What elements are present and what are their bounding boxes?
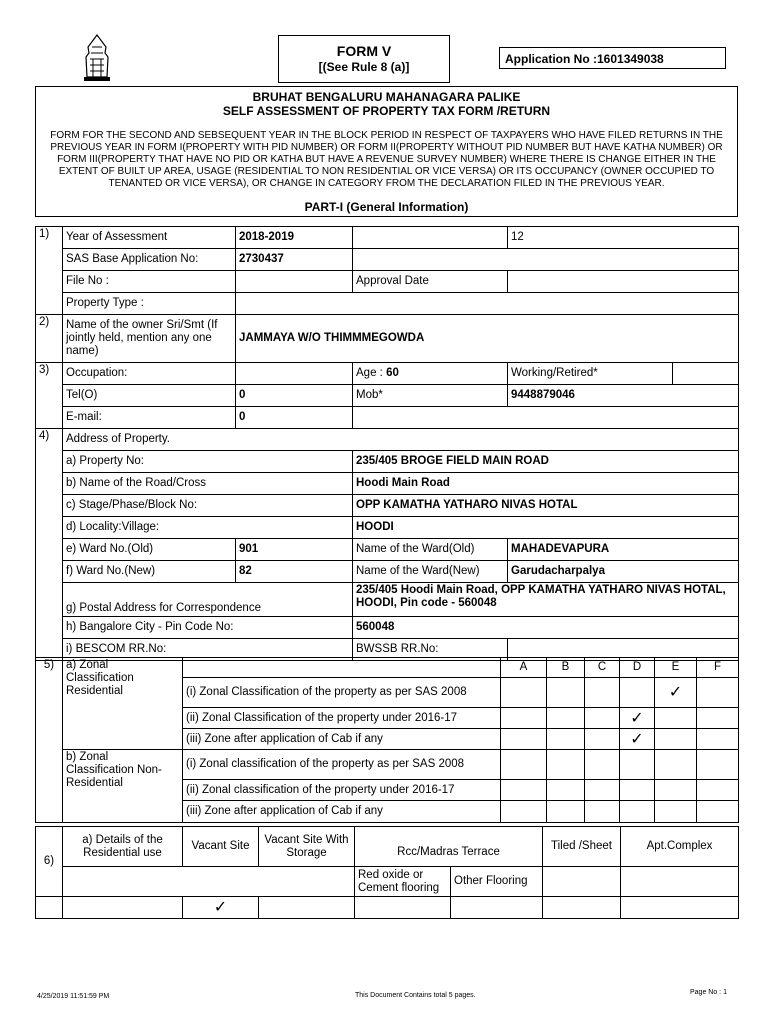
locality-label: d) Locality:Village:	[63, 517, 353, 539]
col-c: C	[585, 658, 620, 678]
form-name: SELF ASSESSMENT OF PROPERTY TAX FORM /RETURN	[222, 104, 551, 118]
zonal-res-r2: (ii) Zonal Classification of the property under 2016-17	[183, 708, 501, 729]
file-label: File No :	[63, 271, 236, 293]
col-e: E	[655, 658, 697, 678]
org-name: BRUHAT BENGALURU MAHANAGARA PALIKE	[252, 90, 521, 104]
vacant-site: Vacant Site	[183, 827, 259, 867]
prop-no-value: 235/405 BROGE FIELD MAIN ROAD	[353, 451, 739, 473]
zonal-nonres-r3: (iii) Zone after application of Cab if any	[183, 801, 501, 823]
application-number: Application No :1601349038	[499, 47, 726, 69]
check-mark-icon: ✓	[620, 708, 655, 729]
col-b: B	[547, 658, 585, 678]
age-label: Age :	[356, 367, 383, 379]
road-value: Hoodi Main Road	[353, 473, 739, 495]
other-flooring: Other Flooring	[451, 867, 543, 897]
owner-label: Name of the owner Sri/Smt (If jointly held, mention any one name)	[63, 315, 236, 363]
bescom-label: i) BESCOM RR.No:	[63, 639, 353, 661]
ward-new-value: 82	[236, 561, 353, 583]
approval-label: Approval Date	[353, 271, 508, 293]
ward-old-value: 901	[236, 539, 353, 561]
address-label: Address of Property.	[63, 429, 739, 451]
mob-label: Mob*	[353, 385, 508, 407]
ward-old-label: e) Ward No.(Old)	[63, 539, 236, 561]
postal-value: 235/405 Hoodi Main Road, OPP KAMATHA YATHARO NIVAS HOTAL, HOODI, Pin code - 560048	[353, 583, 739, 617]
ward-new-name-label: Name of the Ward(New)	[353, 561, 508, 583]
form-description: FORM FOR THE SECOND AND SEBSEQUENT YEAR IN THE BLOCK PERIOD IN RESPECT OF TAXPAYERS WHO HAVE FILED RETURNS IN THE PREVIOUS YEAR IN FORM I(PROPERTY WITH PID NUMBER) OR FORM II(PROPERTY WITHOUT PID NUMBER BUT HAVE KATHA NUMBER) OR FORM III(PROPERTY THAT HAVE NO PID OR KATHA BUT HAVE A REVENUE SURVEY NUMBER) WHERE THERE IS CHANGE EITHER IN THE EXTENT OF BUILT UP AREA, USAGE (RESIDENTIAL TO NON RESIDENTIAL OR VICE VERSA) OR ITS OCCUPANCY (OWNER OCCUPIED TO TENANTED OR VICE VERSA), OR CHANGE IN CATEGORY FROM THE DECLARATION FILED IN THE PREVIOUS YEAR.	[50, 130, 723, 189]
footer-pages: This Document Contains total 5 pages.	[355, 992, 476, 999]
road-label: b) Name of the Road/Cross	[63, 473, 353, 495]
col-d: D	[620, 658, 655, 678]
zonal-res-label: a) Zonal Classification Residential	[63, 658, 183, 750]
year-extra: 12	[508, 227, 739, 249]
locality-value: HOODI	[353, 517, 739, 539]
year-value: 2018-2019	[236, 227, 353, 249]
zonal-res-r1: (i) Zonal Classification of the property as per SAS 2008	[183, 678, 501, 708]
section-number: 3)	[36, 363, 63, 429]
apt-complex: Apt.Complex	[621, 827, 739, 867]
ward-new-name-value: Garudacharpalya	[508, 561, 739, 583]
section-number: 4)	[36, 429, 63, 661]
email-value: 0	[236, 407, 353, 429]
ward-new-label: f) Ward No.(New)	[63, 561, 236, 583]
col-a: A	[501, 658, 547, 678]
tel-label: Tel(O)	[63, 385, 236, 407]
check-mark-icon: ✓	[183, 897, 259, 919]
part-title: PART-I (General Information)	[304, 200, 469, 214]
stage-value: OPP KAMATHA YATHARO NIVAS HOTAL	[353, 495, 739, 517]
zonal-nonres-label: b) Zonal Classification Non-Residential	[63, 750, 183, 823]
occupation-label: Occupation:	[63, 363, 236, 385]
mob-value: 9448879046	[508, 385, 739, 407]
ward-old-name-value: MAHADEVAPURA	[508, 539, 739, 561]
sas-label: SAS Base Application No:	[63, 249, 236, 271]
residential-usage-table	[35, 826, 739, 919]
age-cell	[353, 363, 508, 385]
pin-label: h) Bangalore City - Pin Code No:	[63, 617, 353, 639]
usage-label: a) Details of the Residential use	[63, 827, 183, 867]
property-type-label: Property Type :	[63, 293, 236, 315]
col-f: F	[697, 658, 739, 678]
owner-value: JAMMAYA W/O THIMMMEGOWDA	[236, 315, 739, 363]
vacant-site-storage: Vacant Site With Storage	[259, 827, 355, 867]
postal-label: g) Postal Address for Correspondence	[63, 583, 353, 617]
check-mark-icon: ✓	[620, 729, 655, 750]
footer-page-no: Page No : 1	[690, 989, 727, 996]
zonal-classification-table	[35, 657, 739, 823]
footer-timestamp: 4/25/2019 11:51:59 PM	[37, 993, 110, 1000]
section-number: 2)	[36, 315, 63, 363]
zonal-res-r3: (iii) Zone after application of Cab if any	[183, 729, 501, 750]
sas-value: 2730437	[236, 249, 353, 271]
year-label: Year of Assessment	[63, 227, 236, 249]
form-header	[35, 86, 738, 217]
form-title: FORM V	[336, 43, 392, 59]
section-number: 6)	[36, 827, 63, 897]
email-label: E-mail:	[63, 407, 236, 429]
check-mark-icon: ✓	[655, 678, 697, 708]
stage-label: c) Stage/Phase/Block No:	[63, 495, 353, 517]
red-oxide: Red oxide or Cement flooring	[355, 867, 451, 897]
ward-old-name-label: Name of the Ward(Old)	[353, 539, 508, 561]
prop-no-label: a) Property No:	[63, 451, 353, 473]
section-number: 1)	[36, 227, 63, 315]
zonal-nonres-r2: (ii) Zonal classification of the property under 2016-17	[183, 780, 501, 801]
tiled-sheet: Tiled /Sheet	[543, 827, 621, 867]
rcc-terrace: Rcc/Madras Terrace	[355, 827, 543, 867]
tel-value: 0	[236, 385, 353, 407]
age-value: 60	[386, 367, 399, 379]
pin-value: 560048	[353, 617, 739, 639]
form-rule: [(See Rule 8 (a)]	[318, 60, 410, 74]
working-label: Working/Retired*	[508, 363, 673, 385]
form-title-box	[278, 35, 450, 83]
section-number: 5)	[36, 658, 63, 823]
general-info-table	[35, 226, 739, 661]
bbmp-logo	[80, 33, 114, 83]
zonal-nonres-r1: (i) Zonal classification of the property as per SAS 2008	[183, 750, 501, 780]
bwssb-label: BWSSB RR.No:	[353, 639, 508, 661]
